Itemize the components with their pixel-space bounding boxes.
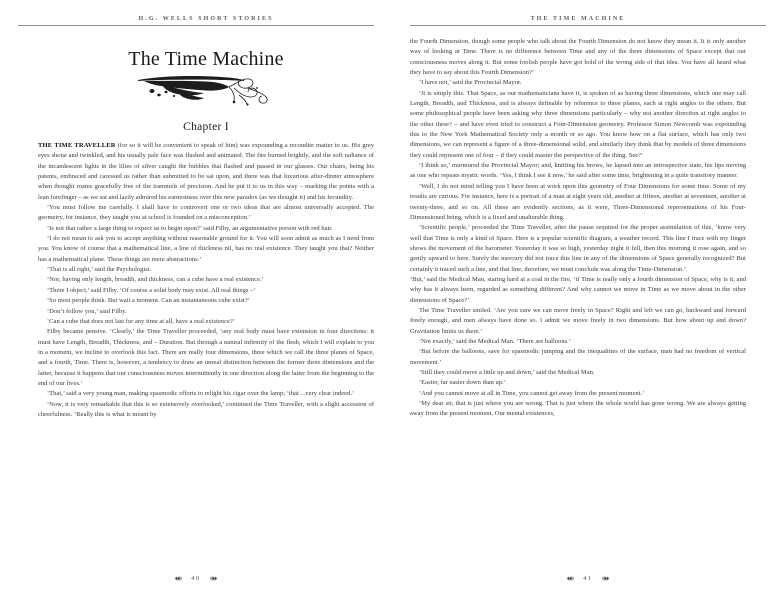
paragraph: Filby became pensive. ‘Clearly,’ the Time Traveller proceeded, ‘any real body must have extension in four directions: it must have Length, Breadth, Thickness, and – Duration. But through a natural infirmity of the flesh, which I will explain to you in a moment, we incline to overlook this fact. There are really four dimensions, three which we call the three planes of Space, and a fourth, Time. There is, however, a tendency to draw an unreal distinction between the former three dimensions and the latter, because it happens that our consciousness moves intermittently in one direction along the latter from the beginning to the end of our lives.’ [38,328,374,387]
right-page [392,0,784,600]
paragraph: ‘My dear sir, that is just where you are wrong. That is just where the whole world has gone wrong. We are always getting away from the present moment. Our mental existences, [410,400,746,418]
paragraph: ‘Still they could move a little up and down,’ said the Medical Man. [419,369,595,376]
paragraph: ‘Not exactly,’ said the Medical Man. ‘There are balloons.’ [419,337,571,345]
paragraph: ‘Easier, far easier down than up.’ [419,379,506,387]
chapter-heading: Chapter I [183,121,229,133]
left-body-column [38,141,374,420]
folio-ornament-left-icon [174,576,183,581]
folio-right [392,575,784,582]
folio-ornament-left-icon [566,576,575,581]
folio-ornament-right-icon [209,576,218,581]
paragraph: ‘Scientific people,’ proceeded the Time Traveller, after the pause required for the proper assimilation of this, ‘know very well that Time is only a kind of Space. Here is a popular scientific diagram, a weather record. This line I trace with my finger shows the movement of the barometer. Yesterday it was so high, yesterday night it fell, then this morning it rose again, and so gently upward to here. Surely the mercury did not trace this line in any of the dimensions of Space generally recognized? But certainly it traced such a line, and that line, therefore, we must conclude was along the Time-Dimension.’ [410,224,746,273]
page-number: 41 [583,575,593,582]
paragraph-text: (for so it will be convenient to speak of him) was expounding a recondite matter to us. His grey eyes shone and twinkled, and his usually pale face was flushed and animated. The fire burned brightly, and the soft radiance of the incandescent lights in the lilies of silver caught the bubbles that flashed and passed in our glasses. Our chairs, being his patents, embraced and caressed us rather than submitted to be sat upon, and there was that luxurious after-dinner atmosphere when thought roams gracefully free of the trammels of precision. And he put it to us in this way – marking the points with a lean forefinger – as we sat and lazily admired his earnestness over this new paradox (as we thought it) and his fecundity. [38,142,374,201]
paragraph: ‘But before the balloons, save for spasmodic jumping and the inequalities of the surface, man had no freedom of vertical movement.’ [410,348,746,366]
page-gutter [391,0,393,600]
folio-left [0,575,392,582]
paragraph: ‘There I object,’ said Filby. ‘Of course a solid body may exist. All real things –’ [47,286,256,294]
paragraph: ‘Well, I do not mind telling you I have been at work upon this geometry of Four Dimensions for some time. Some of my results are curious. For instance, here is a portrait of a man at eight years old, another at fifteen, another at seventeen, another at twenty-three, and so on. All these are evidently sections, as it were, Three-Dimensional representations of his Four-Dimensioned being, which is a fixed and unalterable thing. [410,182,746,221]
paragraph: ‘But,’ said the Medical Man, staring hard at a coal in the fire, ‘if Time is really only a fourth dimension of Space, why is it, and why has it always been, regarded as something different? And why cannot we move in Time as we move about in the other dimensions of Space?’ [410,275,746,304]
paragraph: ‘That is all right,’ said the Psychologist. [47,266,152,274]
paragraph: ‘I do not mean to ask you to accept anything without reasonable ground for it. You will soon admit as much as I need from you. You know of course that a mathematical line, a line of thickness nil, has no real existence. They taught you that? Neither has a mathematical plane. These things are mere abstractions.’ [38,235,374,263]
paragraph: ‘Can a cube that does not last for any time at all, have a real existence?’ [47,317,235,325]
title-block [38,48,374,133]
paragraph: ‘Don’t follow you,’ said Filby. [47,307,127,315]
paragraph: ‘That,’ said a very young man, making spasmodic efforts to relight his cigar over the lamp; ‘that ...very clear indeed.’ [47,390,355,398]
running-head-rule-right [410,25,766,26]
paragraph: ‘And you cannot move at all in Time, you cannot get away from the present moment.’ [419,389,645,397]
running-head-right: THE TIME MACHINE [530,16,626,22]
paragraph: ‘You must follow me carefully. I shall have to controvert one or two ideas that are almost universally accepted. The geometry, for instance, they taught you at school is founded on a misconception.’ [38,204,374,222]
folio-ornament-right-icon [601,576,610,581]
right-body-column [410,37,746,420]
running-head-left: H.G. WELLS SHORT STORIES [138,16,274,22]
paragraph: the Fourth Dimension, though some people who talk about the Fourth Dimension do not know they mean it. It is only another way of looking at Time. There is no difference between Time and any of the three dimensions of Space except that our consciousness moves along it. But some foolish people have got hold of the wrong side of that idea. You have all heard what they have to say about this Fourth Dimension?’ [410,38,746,77]
paragraph: The Time Traveller smiled. ‘Are you sure we can move freely in Space? Right and left we can go, backward and forward freely enough, and men always have done so. I admit we move freely in two dimensions. But how about up and down? Gravitation limits us there.’ [410,306,746,335]
paragraph: ‘So most people think. But wait a moment. Can an instantaneous cube exist?’ [47,297,250,305]
paragraph: ‘Nor, having only length, breadth, and thickness, can a cube have a real existence.’ [47,276,264,284]
page-number: 40 [191,575,201,582]
paragraph: ‘I think so,’ murmured the Provincial Mayor; and, knitting his brows, he lapsed into an introspective state, his lips moving as one who repeats mystic words. ‘Yes, I think I see it now,’ he said after some time, brightening in a quite transitory manner. [410,162,746,180]
running-head-rule-left [18,25,374,26]
opening-lead-in: THE TIME TRAVELLER [38,142,116,149]
paragraph: ‘I have not,’ said the Provincial Mayor. [419,79,522,87]
paragraph: ‘Now, it is very remarkable that this is so extensively overlooked,’ continued the Time Traveller, with a slight accession of cheerfulness. ‘Really this is what is meant by [38,400,374,418]
page-title: The Time Machine [128,48,284,70]
paragraph: ‘It is simply this. That Space, as our mathematicians have it, is spoken of as having three dimensions, which one may call Length, Breadth, and Thickness, and is always definable by reference to three planes, each at right angles to the others. But some philosophical people have been asking why three dimensions particularly – why not another direction at right angles to the other three? – and have even tried to construct a Four-Dimension geometry. Professor Simon Newcomb was expounding this to the New York Mathematical Society only a month or so ago. You know how on a flat surface, which has only two dimensions, we can represent a figure of a three-dimensional solid, and similarly they think that by models of three dimensions they could represent one of four – if they could master the perspective of the thing. See?’ [410,89,746,159]
paragraph: ‘Is not that rather a large thing to expect us to begin upon?’ said Filby, an argumentative person with red hair. [47,224,333,232]
floral-vine-ornament [131,73,281,109]
paragraph [38,141,374,203]
